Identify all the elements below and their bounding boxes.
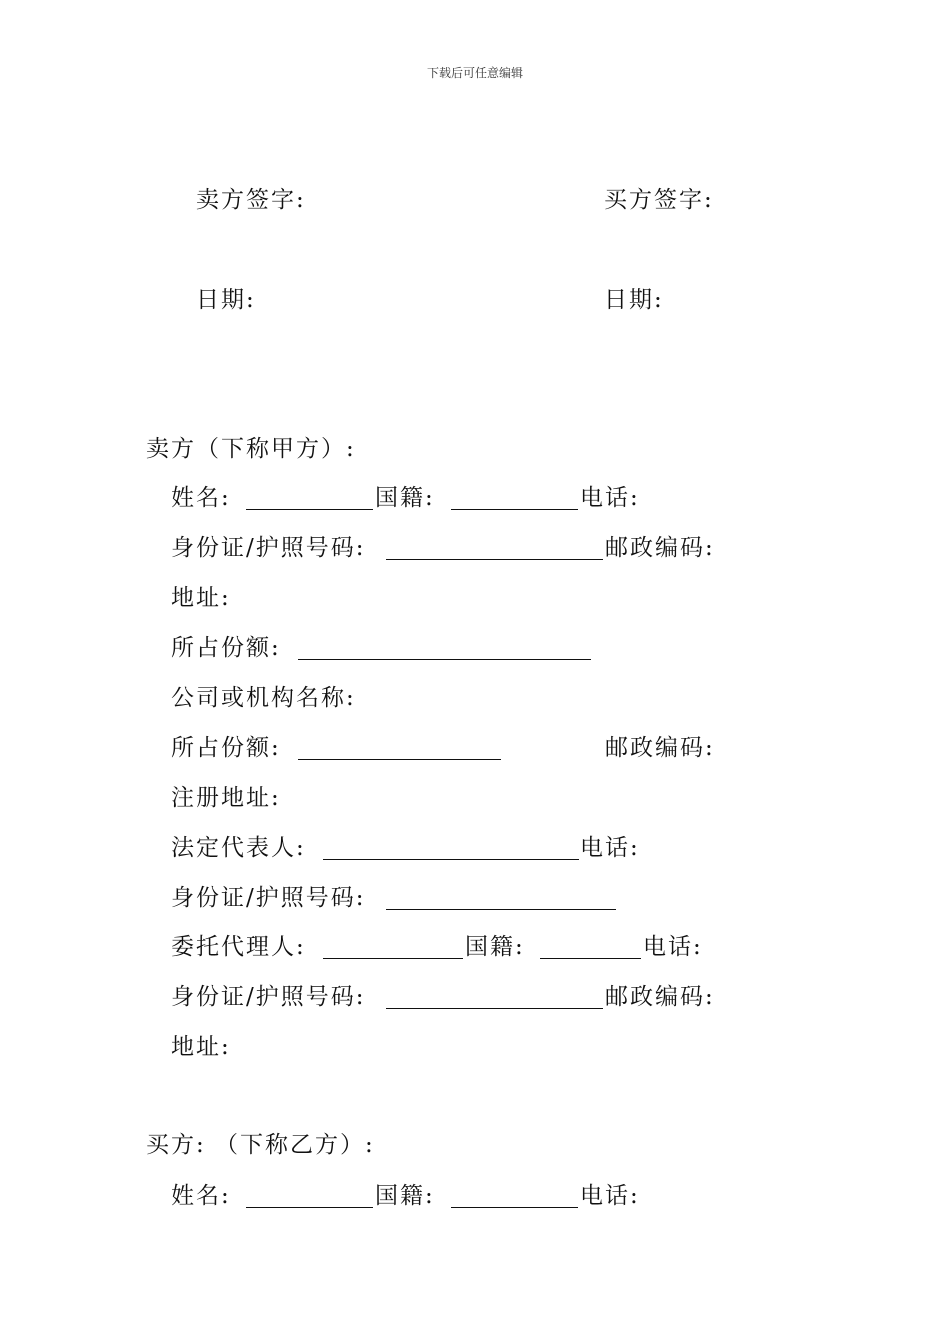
- seller-legal-rep-blank[interactable]: [323, 859, 579, 860]
- seller-share-blank[interactable]: [298, 659, 591, 660]
- seller-id-label: 身份证/护照号码:: [171, 535, 366, 561]
- buyer-heading: 买方: （下称乙方）:: [146, 1132, 375, 1158]
- seller-agent-phone-label: 电话:: [643, 934, 703, 960]
- seller-agent-address-label: 地址:: [171, 1034, 231, 1060]
- buyer-phone-label: 电话:: [580, 1183, 640, 1209]
- seller-heading: 卖方（下称甲方）:: [146, 436, 356, 462]
- seller-agent-nationality-blank[interactable]: [540, 958, 641, 959]
- seller-reg-address-label: 注册地址:: [171, 785, 281, 811]
- seller-name-label: 姓名:: [171, 485, 231, 511]
- seller-company-label: 公司或机构名称:: [171, 685, 356, 711]
- seller-agent-blank[interactable]: [323, 958, 463, 959]
- seller-agent-id-label: 身份证/护照号码:: [171, 984, 366, 1010]
- page-header: 下载后可任意编辑: [426, 66, 523, 80]
- seller-postcode-label: 邮政编码:: [605, 535, 715, 561]
- seller-nationality-blank[interactable]: [451, 509, 578, 510]
- seller-date-label: 日期:: [196, 287, 256, 313]
- buyer-nationality-blank[interactable]: [451, 1207, 578, 1208]
- seller-legal-rep-id-label: 身份证/护照号码:: [171, 885, 366, 911]
- seller-agent-nationality-label: 国籍:: [465, 934, 525, 960]
- seller-agent-postcode-label: 邮政编码:: [605, 984, 715, 1010]
- seller-nationality-label: 国籍:: [375, 485, 435, 511]
- seller-name-blank[interactable]: [246, 509, 373, 510]
- seller-legal-rep-label: 法定代表人:: [171, 835, 306, 861]
- seller-signature-label: 卖方签字:: [196, 187, 306, 213]
- seller-phone-label: 电话:: [580, 485, 640, 511]
- seller-legal-rep-id-blank[interactable]: [386, 909, 616, 910]
- buyer-date-label: 日期:: [604, 287, 664, 313]
- seller-agent-label: 委托代理人:: [171, 934, 306, 960]
- seller-id-blank[interactable]: [386, 559, 603, 560]
- seller-share-label: 所占份额:: [171, 635, 281, 661]
- seller-address-label: 地址:: [171, 585, 231, 611]
- buyer-signature-label: 买方签字:: [604, 187, 714, 213]
- buyer-name-label: 姓名:: [171, 1183, 231, 1209]
- seller-legal-rep-phone-label: 电话:: [580, 835, 640, 861]
- buyer-name-blank[interactable]: [246, 1207, 373, 1208]
- seller-agent-id-blank[interactable]: [386, 1008, 603, 1009]
- buyer-nationality-label: 国籍:: [375, 1183, 435, 1209]
- seller-company-share-blank[interactable]: [298, 759, 501, 760]
- seller-company-postcode-label: 邮政编码:: [605, 735, 715, 761]
- seller-company-share-label: 所占份额:: [171, 735, 281, 761]
